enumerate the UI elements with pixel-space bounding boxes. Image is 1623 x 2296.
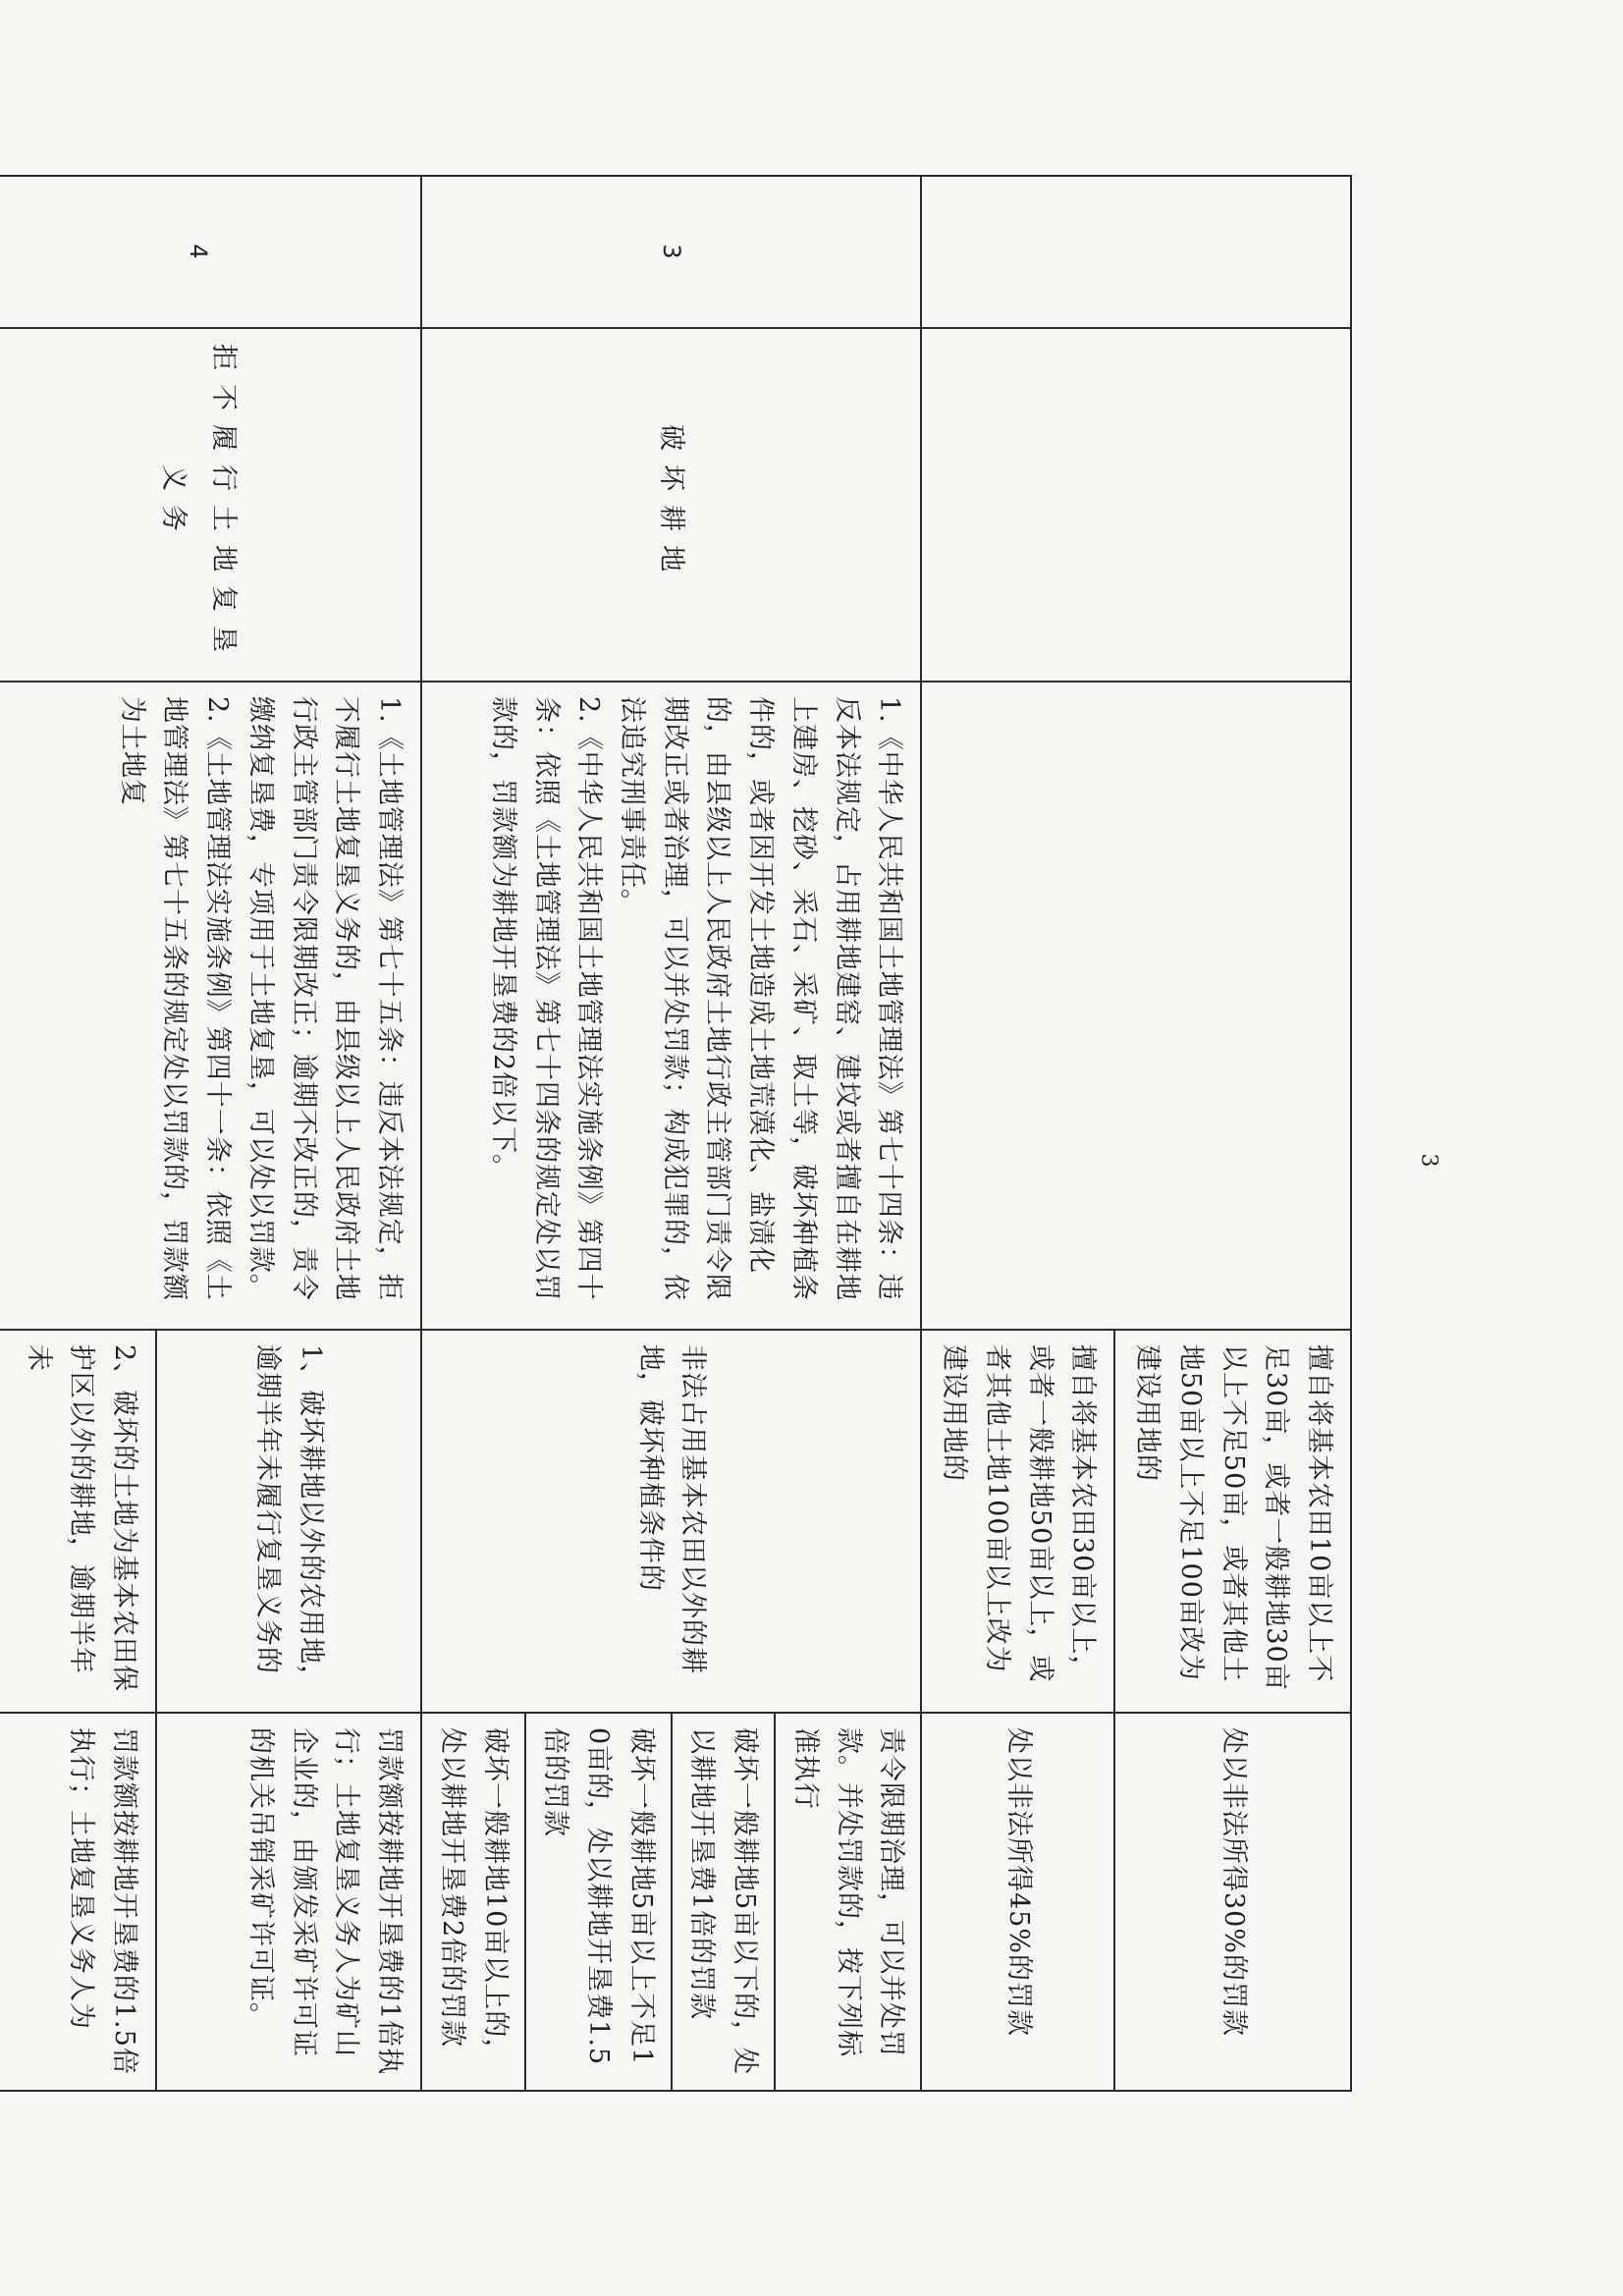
penalty-line: 破坏一般耕地5亩以下的，处以耕地开垦费1倍的罚款	[671, 1714, 774, 2090]
penalty-cell	[421, 1713, 921, 2091]
penalty-line: 责令限期治理，可以并处罚款。并处罚款的，按下列标准执行	[774, 1714, 920, 2090]
basis-paragraph: 1.《中华人民共和国土地管理法》第七十四条：违反本法规定，占用耕地建窑、建坟或者擅自在耕地上建房、挖砂、采石、采矿、取土等，破坏种植条件的，或者因开发土地造成土地荒漠化、盐渍化的，由县级以上人民政府土地行政主管部门责令限期改正或者治理，可以并处罚款；构成犯罪的，依法追究刑事责任。	[616, 696, 905, 1301]
violation-item	[921, 328, 1351, 682]
legal-basis	[0, 682, 421, 1330]
penalty-cell: 罚款额按耕地开垦费的1倍执行；土地复垦义务人为矿山企业的，由颁发采矿许可证的机关吊销采矿许可证。	[156, 1713, 421, 2091]
legal-basis	[921, 682, 1351, 1330]
violation-item: 拒不履行土地复垦义务	[0, 328, 421, 682]
circumstance-cell: 擅自将基本农田10亩以上不足30亩，或者一般耕地30亩以上不足50亩，或者其他土地50亩以上不足100亩改为建设用地的	[1114, 1330, 1351, 1713]
penalty-cell: 处以非法所得30%的罚款	[1114, 1713, 1351, 2091]
penalty-line: 破坏一般耕地10亩以上的，处以耕地开垦费2倍的罚款	[436, 1727, 511, 2066]
table-row	[1114, 176, 1351, 2091]
circumstance-cell: 1、破坏耕地以外的农用地，逾期半年未履行复垦义务的	[156, 1330, 421, 1713]
row-number	[921, 176, 1351, 328]
table-row	[156, 176, 421, 2091]
basis-paragraph: 2.《土地管理法实施条例》第四十一条：依照《土地管理法》第七十五条的规定处以罚款的，罚款额为土地复	[116, 696, 234, 1301]
penalty-line: 破坏一般耕地5亩以上不足10亩的，处以耕地开垦费1.5倍的罚款	[524, 1714, 671, 2090]
table-row	[421, 176, 921, 2091]
rotated-table	[23, 175, 1352, 2090]
legal-basis	[421, 682, 921, 1330]
basis-paragraph: 1.《土地管理法》第七十五条：违反本法规定，拒不履行土地复垦义务的，由县级以上人民政府土地行政主管部门责令限期改正；逾期不改正的，责令缴纳复垦费，专项用于土地复垦，可以处以罚款。	[244, 696, 406, 1301]
penalty-cell: 罚款额按耕地开垦费的1.5倍执行；土地复垦义务人为	[0, 1713, 156, 2091]
row-number: 3	[421, 176, 921, 328]
circumstance-cell: 2、破坏的土地为基本农田保护区以外的耕地，逾期半年未	[0, 1330, 156, 1713]
circumstance-cell: 非法占用基本农田以外的耕地，破坏种植条件的	[421, 1330, 921, 1713]
violation-item: 破坏耕地	[421, 328, 921, 682]
rotated-table-area	[23, 175, 1352, 2090]
circumstance-cell: 擅自将基本农田30亩以上，或者一般耕地50亩以上，或者其他土地100亩以上改为建设用地的	[921, 1330, 1114, 1713]
page-number: 3	[1416, 1153, 1441, 1168]
basis-paragraph: 2.《中华人民共和国土地管理法实施条例》第四十条：依照《土地管理法》第七十四条的规定处以罚款的，罚款额为耕地开垦费的2倍以下。	[487, 696, 605, 1301]
penalty-standard-table	[0, 175, 1352, 2092]
penalty-cell: 处以非法所得45%的罚款	[921, 1713, 1114, 2091]
row-number: 4	[0, 176, 421, 328]
